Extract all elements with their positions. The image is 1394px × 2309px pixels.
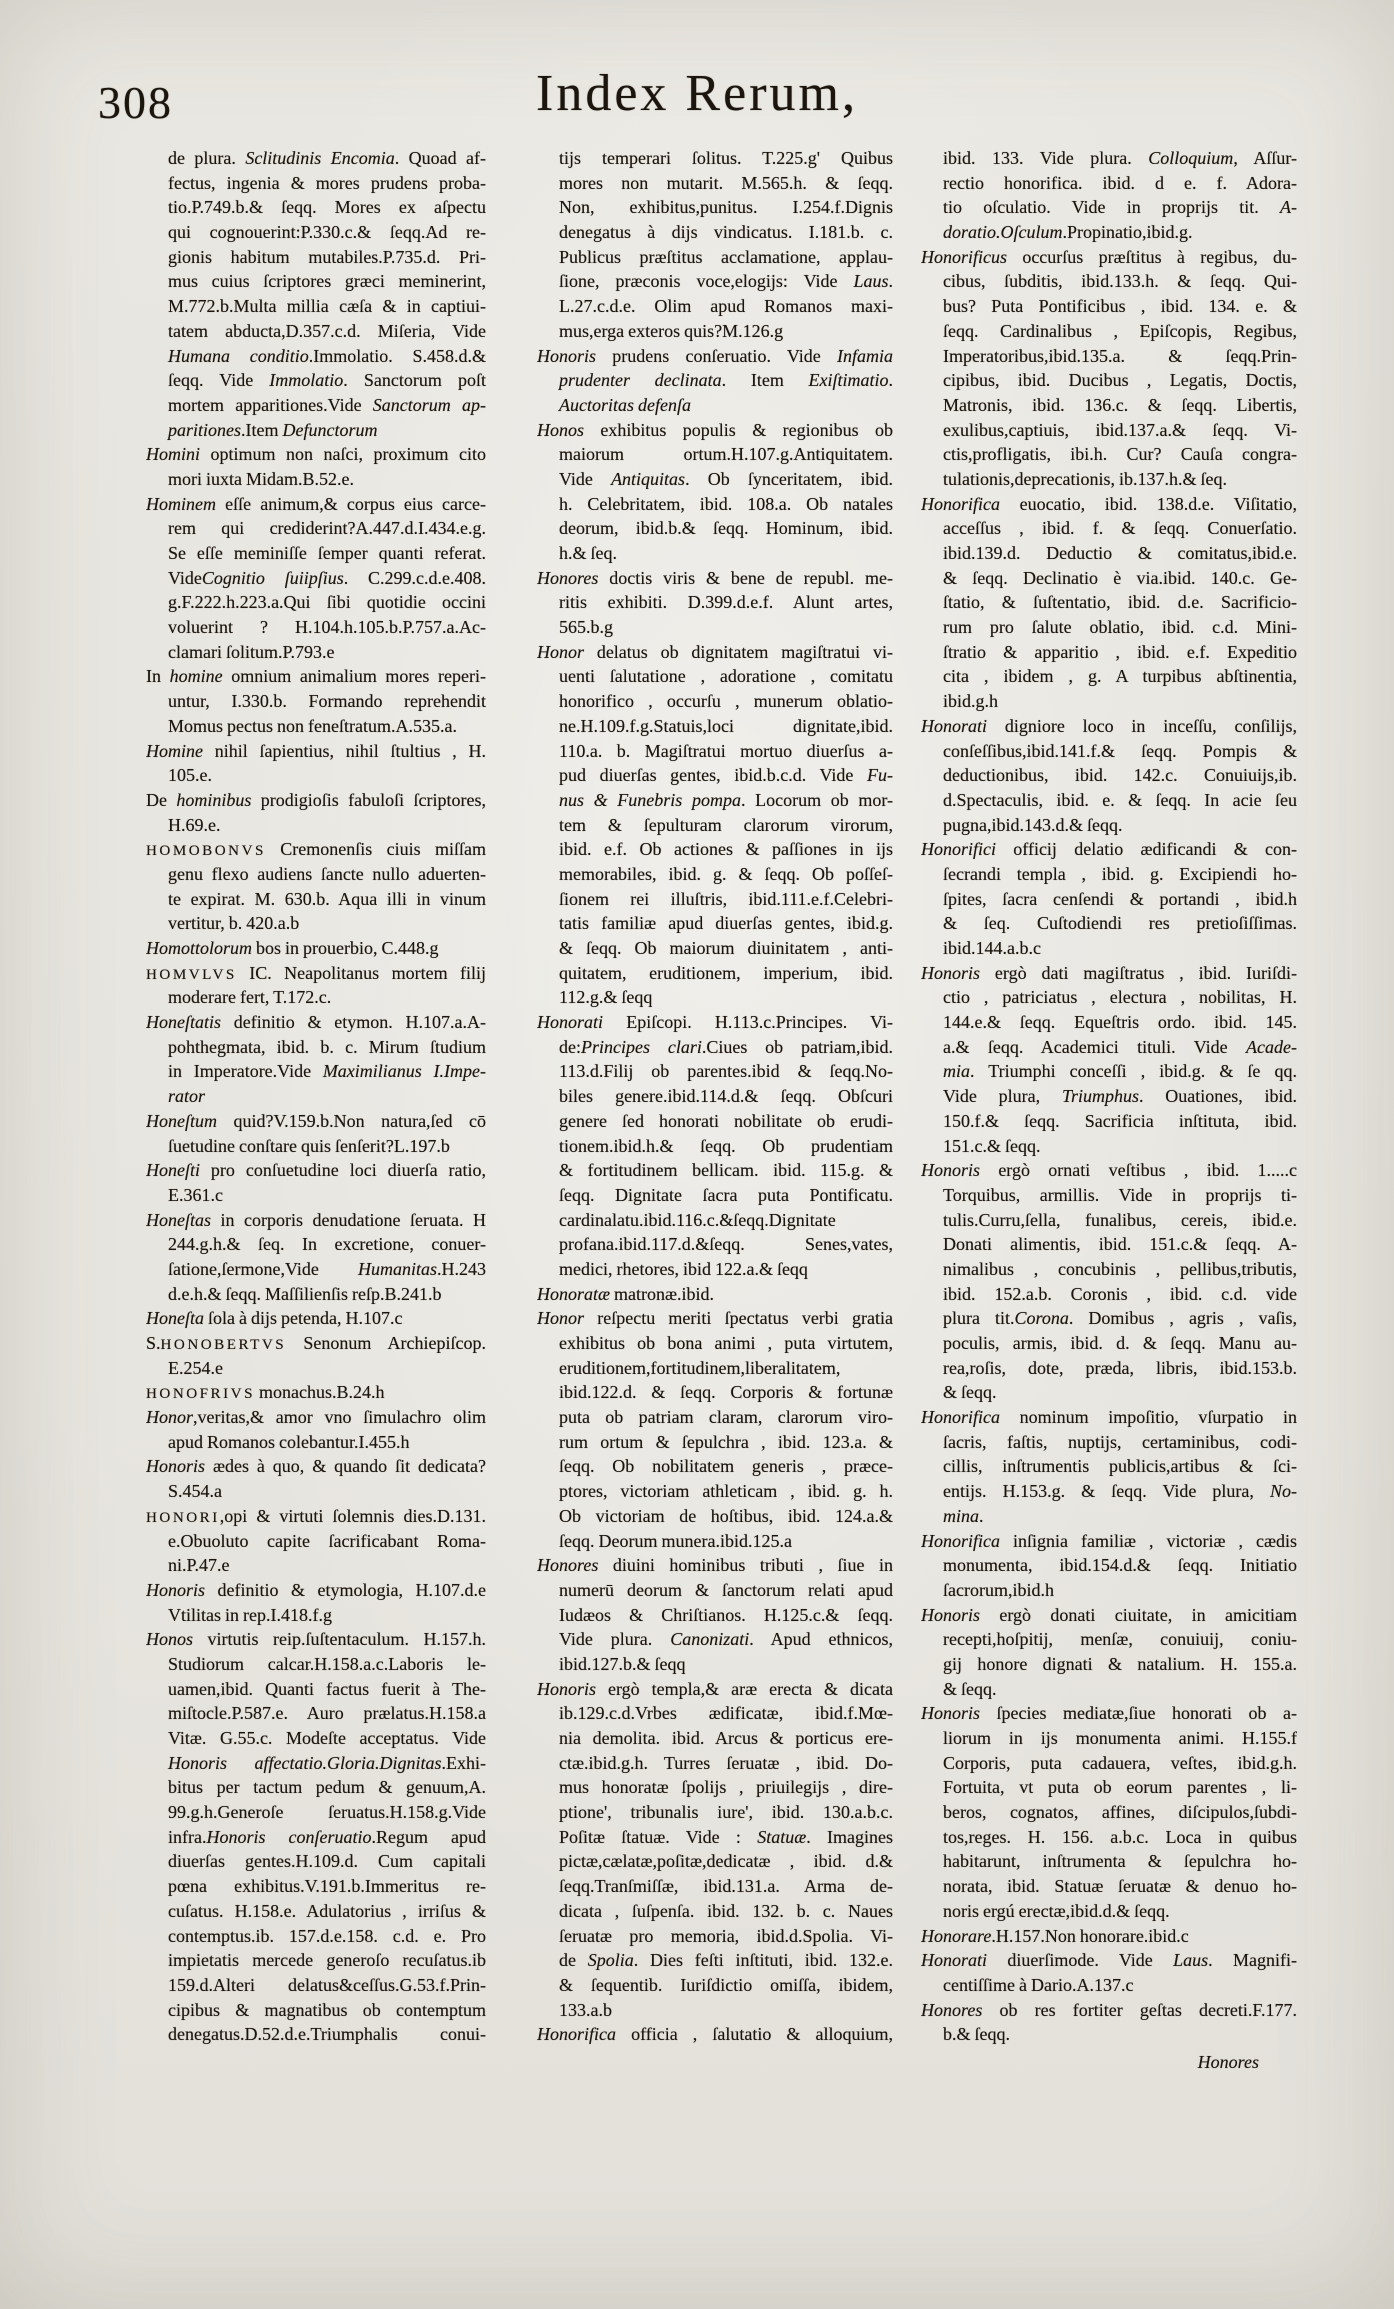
text-line: VideCognitio ſuiipſius. C.299.c.d.e.408. (168, 567, 486, 588)
text-line: nus & Funebris pompa. Locorum ob mor- (559, 789, 893, 810)
text-line: ſeqq. Vide Immolatio. Sanctorum poſt (168, 370, 486, 391)
text-line: Honeſtas in corporis denudatione ſeruata. H (146, 1209, 486, 1230)
text-line: ſeqq. Deorum munera.ibid.125.a (559, 1530, 792, 1551)
text-line: nia demolita. ibid. Arcus & porticus ere- (559, 1728, 893, 1748)
text-line: mus,erga exteros quis?M.126.g (559, 320, 784, 341)
text-line: liorum in ijs monumenta animi. H.155.f (943, 1728, 1297, 1748)
text-line: quitatem, eruditionem, imperium, ibid. (559, 962, 893, 983)
text-line: apud Romanos colebantur.I.455.h (168, 1431, 410, 1452)
text-line: a.& ſeqq. Academici tituli. Vide Acade- (943, 1036, 1297, 1057)
text-line: 113.d.Filij ob parentes.ibid & ſeqq.No- (559, 1061, 893, 1082)
text-line: Homottolorum bos in prouerbio, C.448.g (146, 938, 439, 958)
text-line: Non, exhibitus,punitus. I.254.f.Dignis (559, 197, 893, 218)
text-line: ritis exhibiti. D.399.d.e.f. Alunt artes, (559, 592, 893, 613)
text-line: cillis, inſtrumentis publicis,artibus & ſci- (943, 1456, 1297, 1477)
text-line: cipibus & magnatibus ob contemptum (168, 1999, 486, 2020)
text-line: Vitæ. G.55.c. Modeſte acceptatus. Vide (168, 1728, 486, 1748)
text-line: tulis.Curru,ſella, funalibus, cereis, ibid.e. (943, 1209, 1297, 1230)
text-line: tem & ſepulturam clarorum virorum, (559, 814, 893, 835)
text-line: ibid.g.h (943, 691, 999, 712)
text-line: Iudæos & Chriſtianos. H.125.c.& ſeqq. (559, 1604, 893, 1625)
text-line: ibid. 133. Vide plura. Colloquium, Aſſur- (943, 148, 1297, 168)
text-line: Honorare.H.157.Non honorare.ibid.c (921, 1925, 1189, 1946)
text-line: Honeſtatis definitio & etymon. H.107.a.A- (146, 1012, 486, 1033)
text-line: mia. Triumphi conceſſi , ibid.g. & ſe qq. (943, 1061, 1297, 1082)
text-line: acceſſus , ibid. f. & ſeqq. Conuerſatio. (943, 518, 1297, 539)
text-line: plura tit.Corona. Domibus , agris , vaſis, (943, 1308, 1297, 1329)
text-line: Auctoritas defenſa (559, 394, 691, 415)
text-line: paritiones.Item Defunctorum (168, 419, 378, 440)
text-line: HONORI,opi & virtuti ſolemnis dies.D.131. (146, 1505, 486, 1526)
text-line: ctio , patriciatus , electura , nobilitas, H. (943, 987, 1297, 1008)
text-line: 99.g.h.Generoſe ſeruatus.H.158.g.Vide (168, 1802, 486, 1823)
text-line: puta ob patriam claram, clarorum viro- (559, 1407, 893, 1428)
text-line: ibid.122.d. & ſeqq. Corporis & fortunæ (559, 1382, 893, 1403)
page-number: 308 (98, 77, 173, 128)
text-line: uamen,ibid. Quanti factus fuerit à The- (168, 1678, 486, 1699)
text-line: mina. (943, 1505, 984, 1526)
text-line: maiorum ortum.H.107.g.Antiquitatem. (559, 444, 893, 465)
text-line: Homine nihil ſapientius, nihil ſtultius , H. (146, 740, 486, 761)
text-line: untur, I.330.b. Formando reprehendit (168, 691, 486, 712)
text-line: ſecrandi templa , ibid. g. Excipiendi ho- (943, 863, 1297, 884)
text-line: Honorati Epiſcopi. H.113.c.Principes. Vi- (537, 1012, 893, 1033)
text-line: E.361.c (168, 1184, 223, 1205)
text-line: infra.Honoris conſeruatio.Regum apud (168, 1826, 486, 1847)
text-line: & ſeqq. Declinatio è via.ibid. 140.c. Ge- (943, 567, 1297, 588)
text-line: HONOFRIVS monachus.B.24.h (146, 1382, 385, 1403)
text-line: L.27.c.d.e. Olim apud Romanos maxi- (559, 296, 893, 317)
text-line: clamari ſolitum.P.793.e (168, 641, 335, 662)
text-line: profana.ibid.117.d.&ſeqq. Senes,vates, (559, 1234, 893, 1255)
text-line: monumenta, ibid.154.d.& ſeqq. Initiatio (943, 1555, 1297, 1576)
text-line: poculis, armis, ibid. d. & ſeqq. Manu au- (943, 1333, 1297, 1353)
text-line: Honoratæ matronæ.ibid. (537, 1283, 715, 1304)
text-line: ib.129.c.d.Vrbes ædificatæ, ibid.f.Mœ- (559, 1703, 893, 1724)
text-line: Honeſta ſola à dijs petenda, H.107.c (146, 1308, 403, 1329)
text-line: ſtratio & apparitio , ibid. e.f. Expeditio (943, 641, 1297, 662)
text-line: ſione, præconis voce,elogijs: Vide Laus. (559, 271, 893, 292)
text-line: moderare fert, T.172.c. (168, 987, 332, 1008)
text-line: 150.f.& ſeqq. Sacrificia inſtituta, ibid. (943, 1110, 1297, 1131)
text-line: pœna exhibitus.V.191.b.Immeritus re- (168, 1876, 486, 1897)
text-line: Honor,veritas,& amor vno ſimulachro olim (146, 1407, 486, 1428)
text-line: voluerint ? H.104.h.105.b.P.757.a.Ac- (168, 617, 486, 638)
text-line: exhibitus ob bona animi , puta virtutem, (559, 1333, 893, 1353)
text-line: Ob victoriam de hoſtibus, ibid. 124.a.& (559, 1505, 893, 1526)
text-line: mores non mutarit. M.565.h. & ſeqq. (559, 172, 893, 193)
text-line: recepti,hoſpitij, menſæ, conuiuij, coniu- (943, 1629, 1297, 1650)
text-line: denegatus à dijs vindicatus. I.181.b. c. (559, 222, 893, 243)
text-line: Honores doctis viris & bene de republ. me- (537, 567, 893, 588)
text-line: honorifico , occurſu , munerum oblatio- (559, 691, 893, 712)
text-line: miſtocle.P.587.e. Auro prælatus.H.158.a (168, 1703, 486, 1724)
text-line: biles genere.ibid.114.d.& ſeqq. Obſcuri (559, 1086, 893, 1107)
text-line: Imperatoribus,ibid.135.a. & ſeqq.Prin- (943, 345, 1297, 366)
text-line: S.HONOBERTVS Senonum Archiepiſcop. (146, 1333, 486, 1353)
text-line: mori iuxta Midam.B.52.e. (168, 468, 354, 489)
text-line: rator (168, 1086, 206, 1107)
text-line: qui cognouerint:P.330.c.& ſeqq.Ad re- (168, 222, 486, 243)
text-line: de Spolia. Dies feſti inſtituti, ibid. 132.e. (559, 1950, 893, 1971)
text-line: dicata , ſuſpenſa. ibid. 132. b. c. Naues (559, 1900, 893, 1921)
text-line: 112.g.& ſeqq (559, 987, 653, 1008)
text-line: norata, ibid. Statuæ ſeruatæ & denuo ho- (943, 1876, 1297, 1897)
text-line: ſpites, ſacra cenſendi & portandi , ibid.h (943, 888, 1297, 909)
text-line: pohthegmata, ibid. b. c. Mirum ſtudium (168, 1036, 486, 1057)
text-line: Honorificus occurſus præſtitus à regibus, du- (921, 246, 1297, 267)
text-line: deductionibus, ibid. 142.c. Conuiuijs,ib. (943, 765, 1297, 786)
text-line: E.254.e (168, 1357, 223, 1378)
text-line: Corporis, puta cadauera, veſtes, ibid.g.h. (943, 1752, 1297, 1773)
text-line: Honoris ergò ornati veſtibus , ibid. 1.....c (921, 1160, 1297, 1181)
text-line: rem qui crediderint?A.447.d.I.434.e.g. (168, 518, 486, 539)
text-line: beros, cognatos, affines, diſcipulos,ſubdi- (943, 1802, 1297, 1823)
text-line: mus cuius ſcriptores græci meminerint, (168, 271, 486, 292)
text-line: Honorifica inſignia familiæ , victoriæ , cædis (921, 1530, 1297, 1551)
text-line: bitus per tactum pedum & genuum,A. (168, 1777, 486, 1798)
text-line: ptores, victoriam athleticam , ibid. g. h. (559, 1481, 893, 1502)
text-line: De hominibus prodigioſis fabuloſi ſcriptores, (146, 789, 486, 810)
text-line: g.F.222.h.223.a.Qui ſibi quotidie occini (168, 592, 486, 613)
text-line: 105.e. (168, 765, 212, 786)
catchword-text: Honores (1197, 2052, 1259, 2072)
text-line: & ſeqq. (943, 1678, 997, 1699)
text-line: 110.a. b. Magiſtratui mortuo diuerſus a- (559, 740, 893, 761)
text-line: exulibus,captiuis, ibid.137.a.& ſeqq. Vi- (943, 419, 1297, 440)
text-line: Honores diuini hominibus tributi , ſiue in (537, 1555, 893, 1576)
text-line: ſeruatæ pro memoria, ibid.d.Spolia. Vi- (559, 1925, 893, 1946)
text-line: ſacrorum,ibid.h (943, 1579, 1054, 1600)
text-line: Honoris ergò dati magiſtratus , ibid. Iuriſdi- (921, 962, 1297, 983)
text-line: ne.H.109.f.g.Statuis,loci dignitate,ibid. (559, 715, 893, 736)
text-line: tatis familiæ apud diuerſas gentes, ibid.g. (559, 913, 893, 934)
text-line: pugna,ibid.143.d.& ſeqq. (943, 814, 1123, 835)
text-line: HOMOBONVS Cremonenſis ciuis miſſam (146, 839, 486, 860)
text-line: ſeqq. Cardinalibus , Epiſcopis, Regibus, (943, 320, 1297, 341)
text-line: rum pro ſalute oblatio, ibid. c.d. Mini- (943, 617, 1297, 638)
page-title: Index Rerum, (536, 65, 858, 122)
text-line: Honorati digniore loco in inceſſu, conſilijs, (921, 715, 1297, 736)
text-line: ptione', tribunalis iure', ibid. 130.a.b.c. (559, 1802, 893, 1823)
text-line: vertitur, b. 420.a.b (168, 913, 300, 934)
text-line: centiſſime à Dario.A.137.c (943, 1974, 1134, 1995)
text-line: b.& ſeqq. (943, 2024, 1010, 2045)
text-line: tulationis,deprecationis, ib.137.h.& ſeq. (943, 468, 1227, 489)
text-line: Matronis, ibid. 136.c. & ſeqq. Libertis, (943, 394, 1297, 415)
text-line: in Imperatore.Vide Maximilianus I.Impe- (168, 1061, 486, 1082)
text-line: pud diuerſas gentes, ibid.b.c.d. Vide Fu- (559, 765, 893, 786)
text-line: habitarunt, inſtrumenta & ſepulchra ho- (943, 1851, 1297, 1872)
index-column-3 (921, 146, 1297, 2047)
text-line: cuſatus. H.158.e. Adulatorius , irriſus & (168, 1900, 486, 1921)
text-line: prudenter declinata. Item Exiſtimatio. (559, 370, 893, 391)
text-line: Honor delatus ob dignitatem magiſtratui vi- (537, 641, 893, 662)
text-line: memorabiles, ibid. g. & ſeqq. Ob poſſeſ- (559, 863, 893, 884)
text-line: ſtatio, & ſuſtentatio, ibid. d.e. Sacrificio- (943, 592, 1297, 613)
text-line: tijs temperari ſolitus. T.225.g' Quibus (559, 148, 893, 168)
text-line: Honoris definitio & etymologia, H.107.d.e (146, 1579, 486, 1600)
text-line: Honos virtutis reip.ſuſtentaculum. H.157.h. (146, 1629, 486, 1650)
text-line: Honeſti pro conſuetudine loci diuerſa ratio, (146, 1160, 486, 1181)
text-line: tio.P.749.b.& ſeqq. Mores ex aſpectu (168, 197, 486, 218)
text-line: conſeſſibus,ibid.141.f.& ſeqq. Pompis & (943, 740, 1297, 761)
text-line: fectus, ingenia & mores prudens proba- (168, 172, 486, 193)
text-line: uenti ſalutatione , adoratione , comitatu (559, 666, 893, 687)
index-column-1 (146, 146, 486, 2047)
text-line: nimalibus , concubinis , pellibus,tributis, (943, 1258, 1297, 1279)
text-line: Honorifici officij delatio ædificandi & con- (921, 839, 1297, 860)
text-line: h. Celebritatem, ibid. 108.a. Ob natales (559, 493, 893, 514)
text-line: Honoris ſpecies mediatæ,ſiue honorati ob a- (921, 1703, 1297, 1724)
text-line: 565.b.g (559, 617, 613, 638)
text-line: contemptus.ib. 157.d.e.158. c.d. e. Pro (168, 1925, 486, 1946)
text-line: ſeqq.Tranſmiſſæ, ibid.131.a. Arma de- (559, 1876, 893, 1897)
text-line: Vide plura. Canonizati. Apud ethnicos, (559, 1629, 893, 1650)
text-line: M.772.b.Multa millia cæſa & in captiui- (168, 296, 486, 317)
text-line: Honoris ædes à quo, & quando ſit dedicata? (146, 1456, 486, 1477)
text-line: Vtilitas in rep.I.418.f.g (168, 1604, 332, 1625)
text-line: Humana conditio.Immolatio. S.458.d.& (168, 345, 486, 366)
text-line: mortem apparitiones.Vide Sanctorum ap- (168, 394, 486, 415)
text-line: rectio honorifica. ibid. d e. f. Adora- (943, 172, 1297, 193)
text-line: h.& ſeq. (559, 543, 617, 563)
text-line: ſacris, faſtis, nuptijs, certaminibus, codi- (943, 1431, 1297, 1452)
text-line: Fortuita, vt puta ob eorum parentes , li- (943, 1777, 1297, 1798)
text-line: impietatis mercede generoſo recuſatus.ib (168, 1950, 486, 1971)
text-line: cipibus, ibid. Ducibus , Legatis, Doctis, (943, 370, 1297, 391)
text-line: tatem abducta,D.357.c.d. Miſeria, Vide (168, 320, 486, 341)
text-line: Vide plura, Triumphus. Ouationes, ibid. (943, 1086, 1297, 1107)
text-line: HOMVLVS IC. Neapolitanus mortem filij (146, 962, 486, 983)
text-line: deorum, ibid.b.& ſeqq. Hominum, ibid. (559, 518, 893, 539)
text-line: tionem.ibid.h.& ſeqq. Ob prudentiam (559, 1135, 893, 1156)
text-line: cardinalatu.ibid.116.c.&ſeqq.Dignitate (559, 1209, 836, 1230)
text-line: d.e.h.& ſeqq. Maſſilienſis reſp.B.241.b (168, 1283, 442, 1304)
text-line: Honoris prudens conſeruatio. Vide Infamia (537, 345, 893, 366)
text-line: diuerſas gentes.H.109.d. Cum capitali (168, 1851, 486, 1872)
text-line: gionis habitum mutabiles.P.735.d. Pri- (168, 246, 486, 267)
text-line: Honoris affectatio.Gloria.Dignitas.Exhi- (168, 1752, 486, 1773)
text-line: 133.a.b (559, 1999, 612, 2020)
text-line: 159.d.Alteri delatus&ceſſus.G.53.f.Prin- (168, 1974, 486, 1995)
text-line: ibid.127.b.& ſeqq (559, 1653, 686, 1674)
text-line: Hominem eſſe animum,& corpus eius carce- (146, 493, 486, 514)
text-line: tos,reges. H. 156. a.b.c. Loca in quibus (943, 1826, 1297, 1847)
text-line: rea,roſis, dote, præda, libris, ibid.153.b. (943, 1357, 1297, 1378)
text-line: Honores ob res fortiter geſtas decreti.F.177. (921, 1999, 1297, 2020)
text-line: Publicus præſtitus acclamatione, applau- (559, 246, 893, 267)
text-line: Honos exhibitus populis & regionibus ob (537, 419, 893, 440)
text-line: entijs. H.153.g. & ſeqq. Vide plura, No- (943, 1481, 1297, 1502)
text-line: e.Obuoluto capite ſacrificabant Roma- (168, 1530, 486, 1551)
text-line: & fortitudinem bellicam. ibid. 115.g. & (559, 1160, 893, 1181)
text-line: cibus, ſubditis, ibid.133.h. & ſeqq. Qui- (943, 271, 1297, 292)
text-line: & ſeqq. Ob maiorum diuinitatem , anti- (559, 938, 893, 958)
text-line: S.454.a (168, 1481, 222, 1502)
text-line: ſeqq. Ob nobilitatem generis , præce- (559, 1456, 893, 1477)
text-line: Vide Antiquitas. Ob ſynceritatem, ibid. (559, 468, 893, 489)
text-line: Honorifica nominum impoſitio, vſurpatio in (921, 1407, 1297, 1428)
text-line: ſatione,ſermone,Vide Humanitas.H.243 (168, 1258, 486, 1279)
text-line: de:Principes clari.Ciues ob patriam,ibid. (559, 1036, 893, 1057)
text-line: Honorati diuerſimode. Vide Laus. Magnifi- (921, 1950, 1297, 1971)
index-column-2 (537, 146, 893, 2047)
catchword (921, 2052, 1259, 2073)
text-line: Honeſtum quid?V.159.b.Non natura,ſed cō (146, 1110, 486, 1131)
text-line: ibid.144.a.b.c (943, 938, 1041, 958)
text-line: Momus pectus non feneſtratum.A.535.a. (168, 715, 457, 736)
text-line: & ſequentib. Iuriſdictio omiſſa, ibidem, (559, 1974, 893, 1995)
text-line: Honorifica officia , ſalutatio & alloquium, (537, 2024, 893, 2045)
text-line: doratio.Oſculum.Propinatio,ibid.g. (943, 222, 1193, 243)
text-line: ſuetudine conſtare quis ſenſerit?L.197.b (168, 1135, 450, 1156)
text-line: ctæ.ibid.g.h. Turres ſeruatæ , ibid. Do- (559, 1752, 893, 1773)
text-line: noris ergú erectæ,ibid.d.& ſeqq. (943, 1900, 1170, 1921)
text-line: tio oſculatio. Vide in proprijs tit. A- (943, 197, 1297, 218)
text-line: ctis,profligatis, ibi.h. Cur? Cauſa congra- (943, 444, 1297, 465)
text-line: Torquibus, armillis. Vide in proprijs ti- (943, 1184, 1297, 1205)
text-line: Studiorum calcar.H.158.a.c.Laboris le- (168, 1653, 486, 1674)
text-line: ibid. e.f. Ob actiones & paſſiones in ijs (559, 839, 893, 860)
text-line: ibid. 152.a.b. Coronis , ibid. c.d. vide (943, 1283, 1297, 1304)
text-line: bus? Puta Pontificibus , ibid. 134. e. & (943, 296, 1297, 317)
text-line: denegatus.D.52.d.e.Triumphalis conui- (168, 2024, 486, 2045)
text-line: 244.g.h.& ſeq. In excretione, conuer- (168, 1234, 486, 1255)
text-line: numerū deorum & ſanctorum relati apud (559, 1579, 893, 1600)
text-line: gij honore dignati & natalium. H. 155.a. (943, 1653, 1297, 1674)
text-line: Donati alimentis, ibid. 151.c.& ſeqq. A- (943, 1234, 1297, 1255)
text-line: d.Spectaculis, ibid. e. & ſeqq. In acie ſeu (943, 789, 1297, 810)
text-line: ſeqq. Dignitate ſacra puta Pontificatu. (559, 1184, 893, 1205)
text-line: Honor reſpectu meriti ſpectatus verbi gratia (537, 1308, 893, 1329)
text-line: In homine omnium animalium mores reperi- (146, 666, 486, 687)
text-line: Honoris ergò donati ciuitate, in amicitiam (921, 1604, 1297, 1625)
text-line: & ſeq. Cuſtodiendi res pretioſiſſimas. (943, 913, 1297, 934)
text-line: Honoris ergò templa,& aræ erecta & dicata (537, 1678, 893, 1699)
text-line: te expirat. M. 630.b. Aqua illi in vinum (168, 888, 486, 909)
text-line: & ſeqq. (943, 1382, 997, 1403)
text-line: genere ſed honorati nobilitate ob erudi- (559, 1110, 893, 1131)
text-line: 144.e.& ſeqq. Equeſtris ordo. ibid. 145. (943, 1012, 1297, 1033)
text-line: cita , ibidem , g. A turpibus abſtinentia, (943, 666, 1297, 687)
text-line: eruditionem,fortitudinem,liberalitatem, (559, 1357, 841, 1378)
text-line: Honorifica euocatio, ibid. 138.d.e. Viſitatio, (921, 493, 1297, 514)
text-line: ni.P.47.e (168, 1555, 230, 1576)
text-line: ſionem rei illuſtris, ibid.111.e.f.Celebri- (559, 888, 893, 909)
text-line: rum ortum & ſepulchra , ibid. 123.a. & (559, 1431, 893, 1452)
text-line: mus honoratæ ſpolijs , priuilegijs , dire- (559, 1777, 893, 1798)
text-line: medici, rhetores, ibid 122.a.& ſeqq (559, 1258, 808, 1279)
text-line: 151.c.& ſeqq. (943, 1135, 1041, 1156)
text-line: Poſitæ ſtatuæ. Vide : Statuæ. Imagines (559, 1826, 893, 1847)
text-line: de plura. Sclitudinis Encomia. Quoad af- (168, 148, 486, 168)
text-line: Homini optimum non naſci, proximum cito (146, 444, 486, 465)
text-line: H.69.e. (168, 814, 221, 835)
text-line: pictæ,cælatæ,poſitæ,dedicatæ , ibid. d.& (559, 1851, 893, 1872)
text-line: Se eſſe meminiſſe ſemper quanti referat. (168, 543, 486, 563)
text-line: genu flexo audiens ſancte nullo aduerten- (168, 863, 486, 884)
text-line: ibid.139.d. Deductio & comitatus,ibid.e. (943, 543, 1297, 563)
